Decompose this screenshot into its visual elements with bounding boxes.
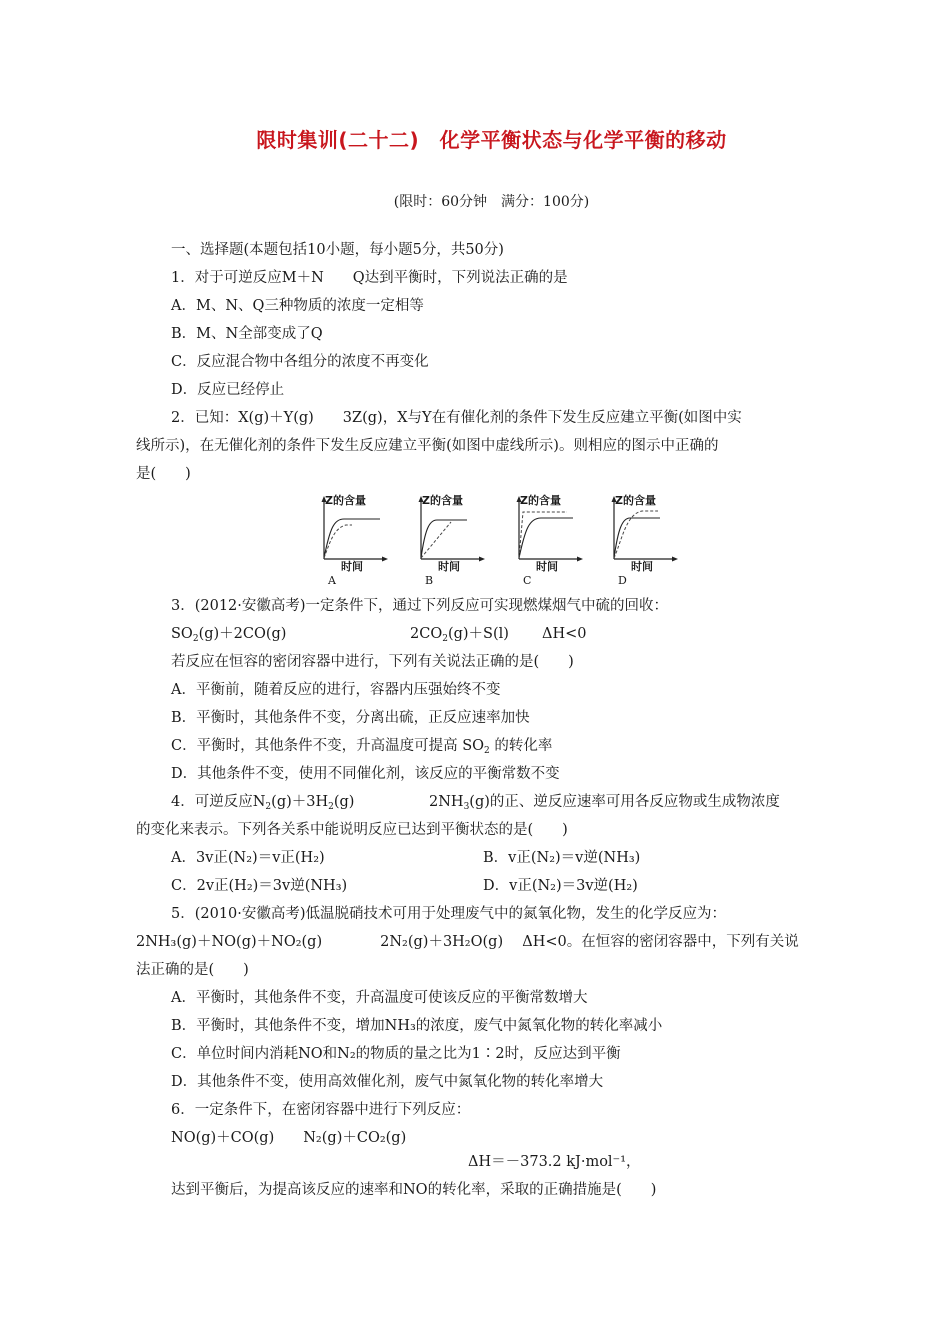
figure-a	[312, 488, 378, 588]
q3-stem: 3．(2012·安徽高考)一定条件下，通过下列反应可实现燃煤烟气中硫的回收：	[171, 598, 669, 614]
q3-intro: 若反应在恒容的密闭容器中进行，下列有关说法正确的是( )	[171, 654, 574, 670]
q1-option-b: B．M、N全部变成了Q	[171, 326, 323, 342]
q3-equation-right: $2CO_2(g)+S(l)$	[410, 626, 509, 644]
q3-option-b: B．平衡时，其他条件不变，分离出硫，正反应速率加快	[171, 710, 530, 726]
figure-b-ylabel: Z的含量	[422, 494, 463, 507]
q5-equation: 2NH₃(g)＋NO(g)＋NO₂(g) 2N₂(g)＋3H₂O(g) ΔH<0。在恒容的密闭容器中，下列有关说	[136, 934, 799, 950]
q4-option-c: C．2v正(H₂)＝3v逆(NH₃)	[171, 878, 348, 894]
q2-figures	[300, 488, 680, 588]
figure-a-xlabel: 时间	[341, 560, 363, 573]
q4-stem: 4．可逆反应$N_2(g)+3H_2(g)$	[171, 794, 355, 812]
q2-stem-line1: 2．已知：X(g)＋Y(g) 3Z(g)，X与Y在有催化剂的条件下发生反应建立平衡(如图中实	[171, 410, 742, 426]
q1-option-c: C．反应混合物中各组分的浓度不再变化	[171, 354, 429, 370]
q5-stem: 5．(2010·安徽高考)低温脱硝技术可用于处理废气中的氮氧化物，发生的化学反应为：	[171, 906, 727, 922]
figure-c	[507, 488, 573, 588]
section-heading: 一、选择题(本题包括10小题，每小题5分，共50分)	[171, 242, 504, 258]
q6-enthalpy: ΔH＝－373.2 kJ·mol⁻¹，	[468, 1154, 641, 1170]
q1-stem: 1．对于可逆反应M＋N Q达到平衡时，下列说法正确的是	[171, 270, 568, 286]
q3-equation-left: $SO_2(g)+2CO(g)$	[171, 626, 287, 644]
q3-option-a: A．平衡前，随着反应的进行，容器内压强始终不变	[171, 682, 501, 698]
q5-option-a: A．平衡时，其他条件不变，升高温度可使该反应的平衡常数增大	[171, 990, 588, 1006]
figure-a-letter: A	[328, 574, 336, 587]
q1-option-d: D．反应已经停止	[171, 382, 285, 398]
q3-enthalpy: ΔH<0	[542, 626, 587, 642]
q6-equation: NO(g)＋CO(g) N₂(g)＋CO₂(g)	[171, 1130, 407, 1146]
figure-d	[602, 488, 668, 588]
q5-stem-line3: 法正确的是( )	[136, 962, 249, 978]
q6-question: 达到平衡后，为提高该反应的速率和NO的转化率，采取的正确措施是( )	[171, 1182, 657, 1198]
q4-stem-line2: 的变化来表示。下列各关系中能说明反应已达到平衡状态的是( )	[136, 822, 568, 838]
q4-option-d: D．v正(N₂)＝3v逆(H₂)	[483, 878, 638, 894]
q4-stem-right: $2NH_3(g)$的正、逆反应速率可用各反应物或生成物浓度	[429, 794, 780, 812]
figure-d-xlabel: 时间	[631, 560, 653, 573]
q5-option-c: C．单位时间内消耗NO和N₂的物质的量之比为1∶2时，反应达到平衡	[171, 1046, 621, 1062]
figure-c-letter: C	[523, 574, 532, 587]
q3-option-c: C．平衡时，其他条件不变，升高温度可提高 $SO_2$ 的转化率	[171, 738, 553, 756]
q4-option-a: A．3v正(N₂)＝v正(H₂)	[171, 850, 325, 866]
q6-stem: 6．一定条件下，在密闭容器中进行下列反应：	[171, 1102, 471, 1118]
figure-b	[409, 488, 475, 588]
q5-option-d: D．其他条件不变，使用高效催化剂，废气中氮氧化物的转化率增大	[171, 1074, 604, 1090]
q1-option-a: A．M、N、Q三种物质的浓度一定相等	[171, 298, 424, 314]
figure-b-letter: B	[425, 574, 434, 587]
q2-stem-line2: 线所示)，在无催化剂的条件下发生反应建立平衡(如图中虚线所示)。则相应的图示中正确的	[136, 438, 719, 454]
figure-d-ylabel: Z的含量	[615, 494, 656, 507]
q5-option-b: B．平衡时，其他条件不变，增加NH₃的浓度，废气中氮氧化物的转化率减小	[171, 1018, 663, 1034]
page-title: 限时集训(二十二) 化学平衡状态与化学平衡的移动	[256, 128, 727, 152]
q3-option-d: D．其他条件不变，使用不同催化剂，该反应的平衡常数不变	[171, 766, 560, 782]
figure-b-xlabel: 时间	[438, 560, 460, 573]
q2-stem-line3: 是( )	[136, 466, 191, 482]
figure-c-ylabel: Z的含量	[520, 494, 561, 507]
q4-option-b: B．v正(N₂)＝v逆(NH₃)	[483, 850, 641, 866]
figure-d-letter: D	[618, 574, 627, 587]
figure-c-xlabel: 时间	[536, 560, 558, 573]
figure-a-ylabel: Z的含量	[325, 494, 366, 507]
time-score-note: (限时：60分钟 满分：100分)	[393, 194, 590, 210]
